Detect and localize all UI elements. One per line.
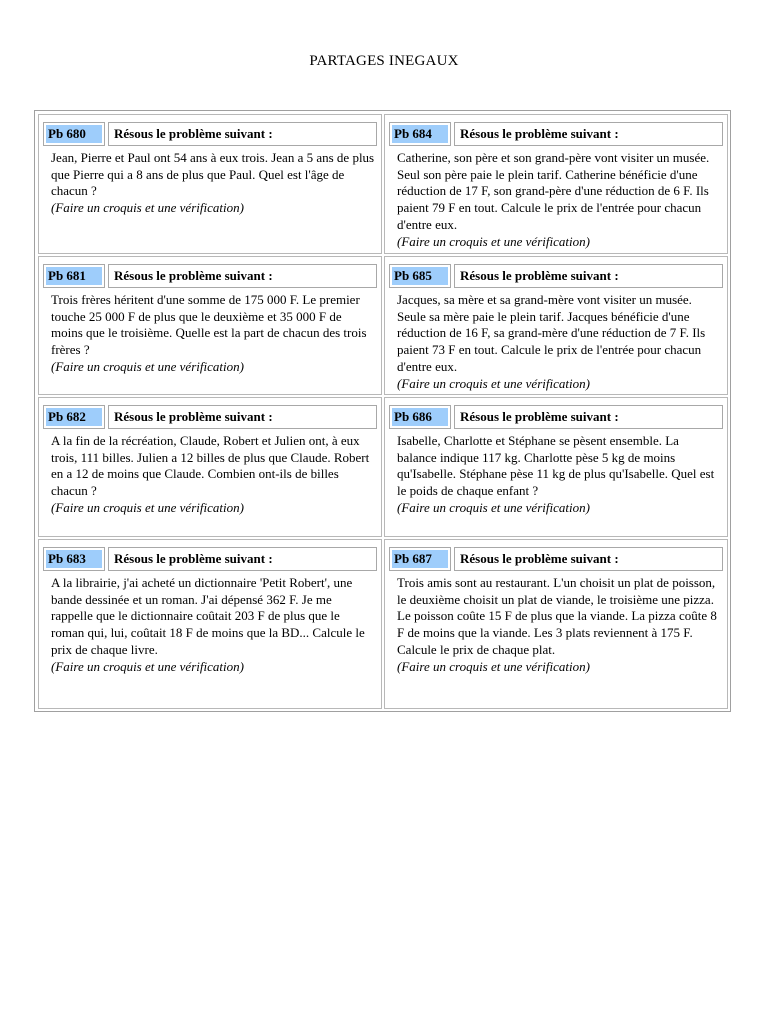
card-header xyxy=(389,122,723,146)
problem-number: Pb 681 xyxy=(43,264,105,288)
problem-hint: (Faire un croquis et une vérification) xyxy=(51,200,244,216)
instruction-label: Résous le problème suivant : xyxy=(454,405,723,429)
problem-number: Pb 684 xyxy=(389,122,451,146)
problem-hint: (Faire un croquis et une vérification) xyxy=(397,658,590,674)
problem-number: Pb 682 xyxy=(43,405,105,429)
problem-number: Pb 687 xyxy=(389,547,451,571)
problem-body xyxy=(397,150,721,250)
problem-hint: (Faire un croquis et une vérification) xyxy=(397,375,590,391)
problem-hint: (Faire un croquis et une vérification) xyxy=(51,499,244,515)
card-header xyxy=(43,405,377,429)
card-header xyxy=(43,122,377,146)
problem-body xyxy=(397,292,721,392)
problem-text: Trois frères héritent d'une somme de 175 000 F. Le premier touche 25 000 F de plus que le deuxième et 35 000 F de moins que le troisième. Quelle est la part de chacun des trois frères ? xyxy=(51,292,367,358)
problem-text: Jacques, sa mère et sa grand-mère vont visiter un musée. Seule sa mère paie le plein tarif. Jacques bénéficie d'une réduction de 16 F, sa grand-mère d'une réduction de 7 F. Ils paient 73 F en tout. Calcule le prix de l'entrée pour chacun d'entre eux. xyxy=(397,292,706,374)
card-header xyxy=(389,405,723,429)
problem-text: Trois amis sont au restaurant. L'un choisit un plat de poisson, le deuxième choisit un plat de viande, le troisième une pizza. Le poisson coûte 15 F de plus que la viande. La pizza coûte 8 F de moins que la viande. Les 3 plats reviennent à 175 F. Calcule le prix de chaque plat. xyxy=(397,575,717,657)
instruction-label: Résous le problème suivant : xyxy=(108,122,377,146)
problem-body xyxy=(51,433,375,517)
problem-card-686 xyxy=(384,397,728,537)
problem-body xyxy=(51,150,375,217)
instruction-label: Résous le problème suivant : xyxy=(108,547,377,571)
problem-body xyxy=(51,292,375,376)
problem-number: Pb 683 xyxy=(43,547,105,571)
card-header xyxy=(43,547,377,571)
problem-body xyxy=(397,433,721,517)
problem-text: Isabelle, Charlotte et Stéphane se pèsent ensemble. La balance indique 117 kg. Charlotte pèse 5 kg de moins qu'Isabelle. Stéphane pèse 11 kg de plus qu'Isabelle. Quel est le poids de chaque enfant ? xyxy=(397,433,715,499)
problem-hint: (Faire un croquis et une vérification) xyxy=(51,358,244,374)
problem-number: Pb 685 xyxy=(389,264,451,288)
problem-card-681 xyxy=(38,256,382,395)
problem-grid xyxy=(34,110,731,712)
problem-card-680 xyxy=(38,114,382,254)
problem-hint: (Faire un croquis et une vérification) xyxy=(397,233,590,249)
problem-number: Pb 680 xyxy=(43,122,105,146)
problem-hint: (Faire un croquis et une vérification) xyxy=(51,658,244,674)
instruction-label: Résous le problème suivant : xyxy=(454,547,723,571)
problem-text: Catherine, son père et son grand-père vont visiter un musée. Seul son père paie le plein tarif. Catherine bénéficie d'une réduction de 17 F, son grand-père d'une réduction de 6 F. Ils paient 79 F en tout. Calcule le prix de l'entrée pour chacun d'entre eux. xyxy=(397,150,710,232)
card-header xyxy=(389,264,723,288)
problem-number: Pb 686 xyxy=(389,405,451,429)
problem-card-684 xyxy=(384,114,728,254)
problem-text: Jean, Pierre et Paul ont 54 ans à eux trois. Jean a 5 ans de plus que Pierre qui a 8 ans de plus que Paul. Quel est l'âge de chacun ? xyxy=(51,150,375,199)
instruction-label: Résous le problème suivant : xyxy=(108,264,377,288)
instruction-label: Résous le problème suivant : xyxy=(108,405,377,429)
problem-text: A la librairie, j'ai acheté un dictionnaire 'Petit Robert', une bande dessinée et un roman. J'ai dépensé 362 F. Je me rappelle que le dictionnaire coûtait 203 F de plus que le roman qui, lui, coûtait 18 F de moins que la BD... Calcule le prix de chaque livre. xyxy=(51,575,365,657)
card-header xyxy=(43,264,377,288)
problem-text: A la fin de la récréation, Claude, Robert et Julien ont, à eux trois, 111 billes. Julien a 12 billes de plus que Claude. Robert en a 12 de moins que Claude. Combien ont-ils de billes chacun ? xyxy=(51,433,370,499)
card-header xyxy=(389,547,723,571)
problem-card-687 xyxy=(384,539,728,709)
problem-hint: (Faire un croquis et une vérification) xyxy=(397,499,590,515)
problem-body xyxy=(51,575,375,675)
instruction-label: Résous le problème suivant : xyxy=(454,264,723,288)
problem-card-682 xyxy=(38,397,382,537)
problem-body xyxy=(397,575,721,675)
problem-card-683 xyxy=(38,539,382,709)
page-title: PARTAGES INEGAUX xyxy=(309,53,459,69)
problem-card-685 xyxy=(384,256,728,395)
instruction-label: Résous le problème suivant : xyxy=(454,122,723,146)
